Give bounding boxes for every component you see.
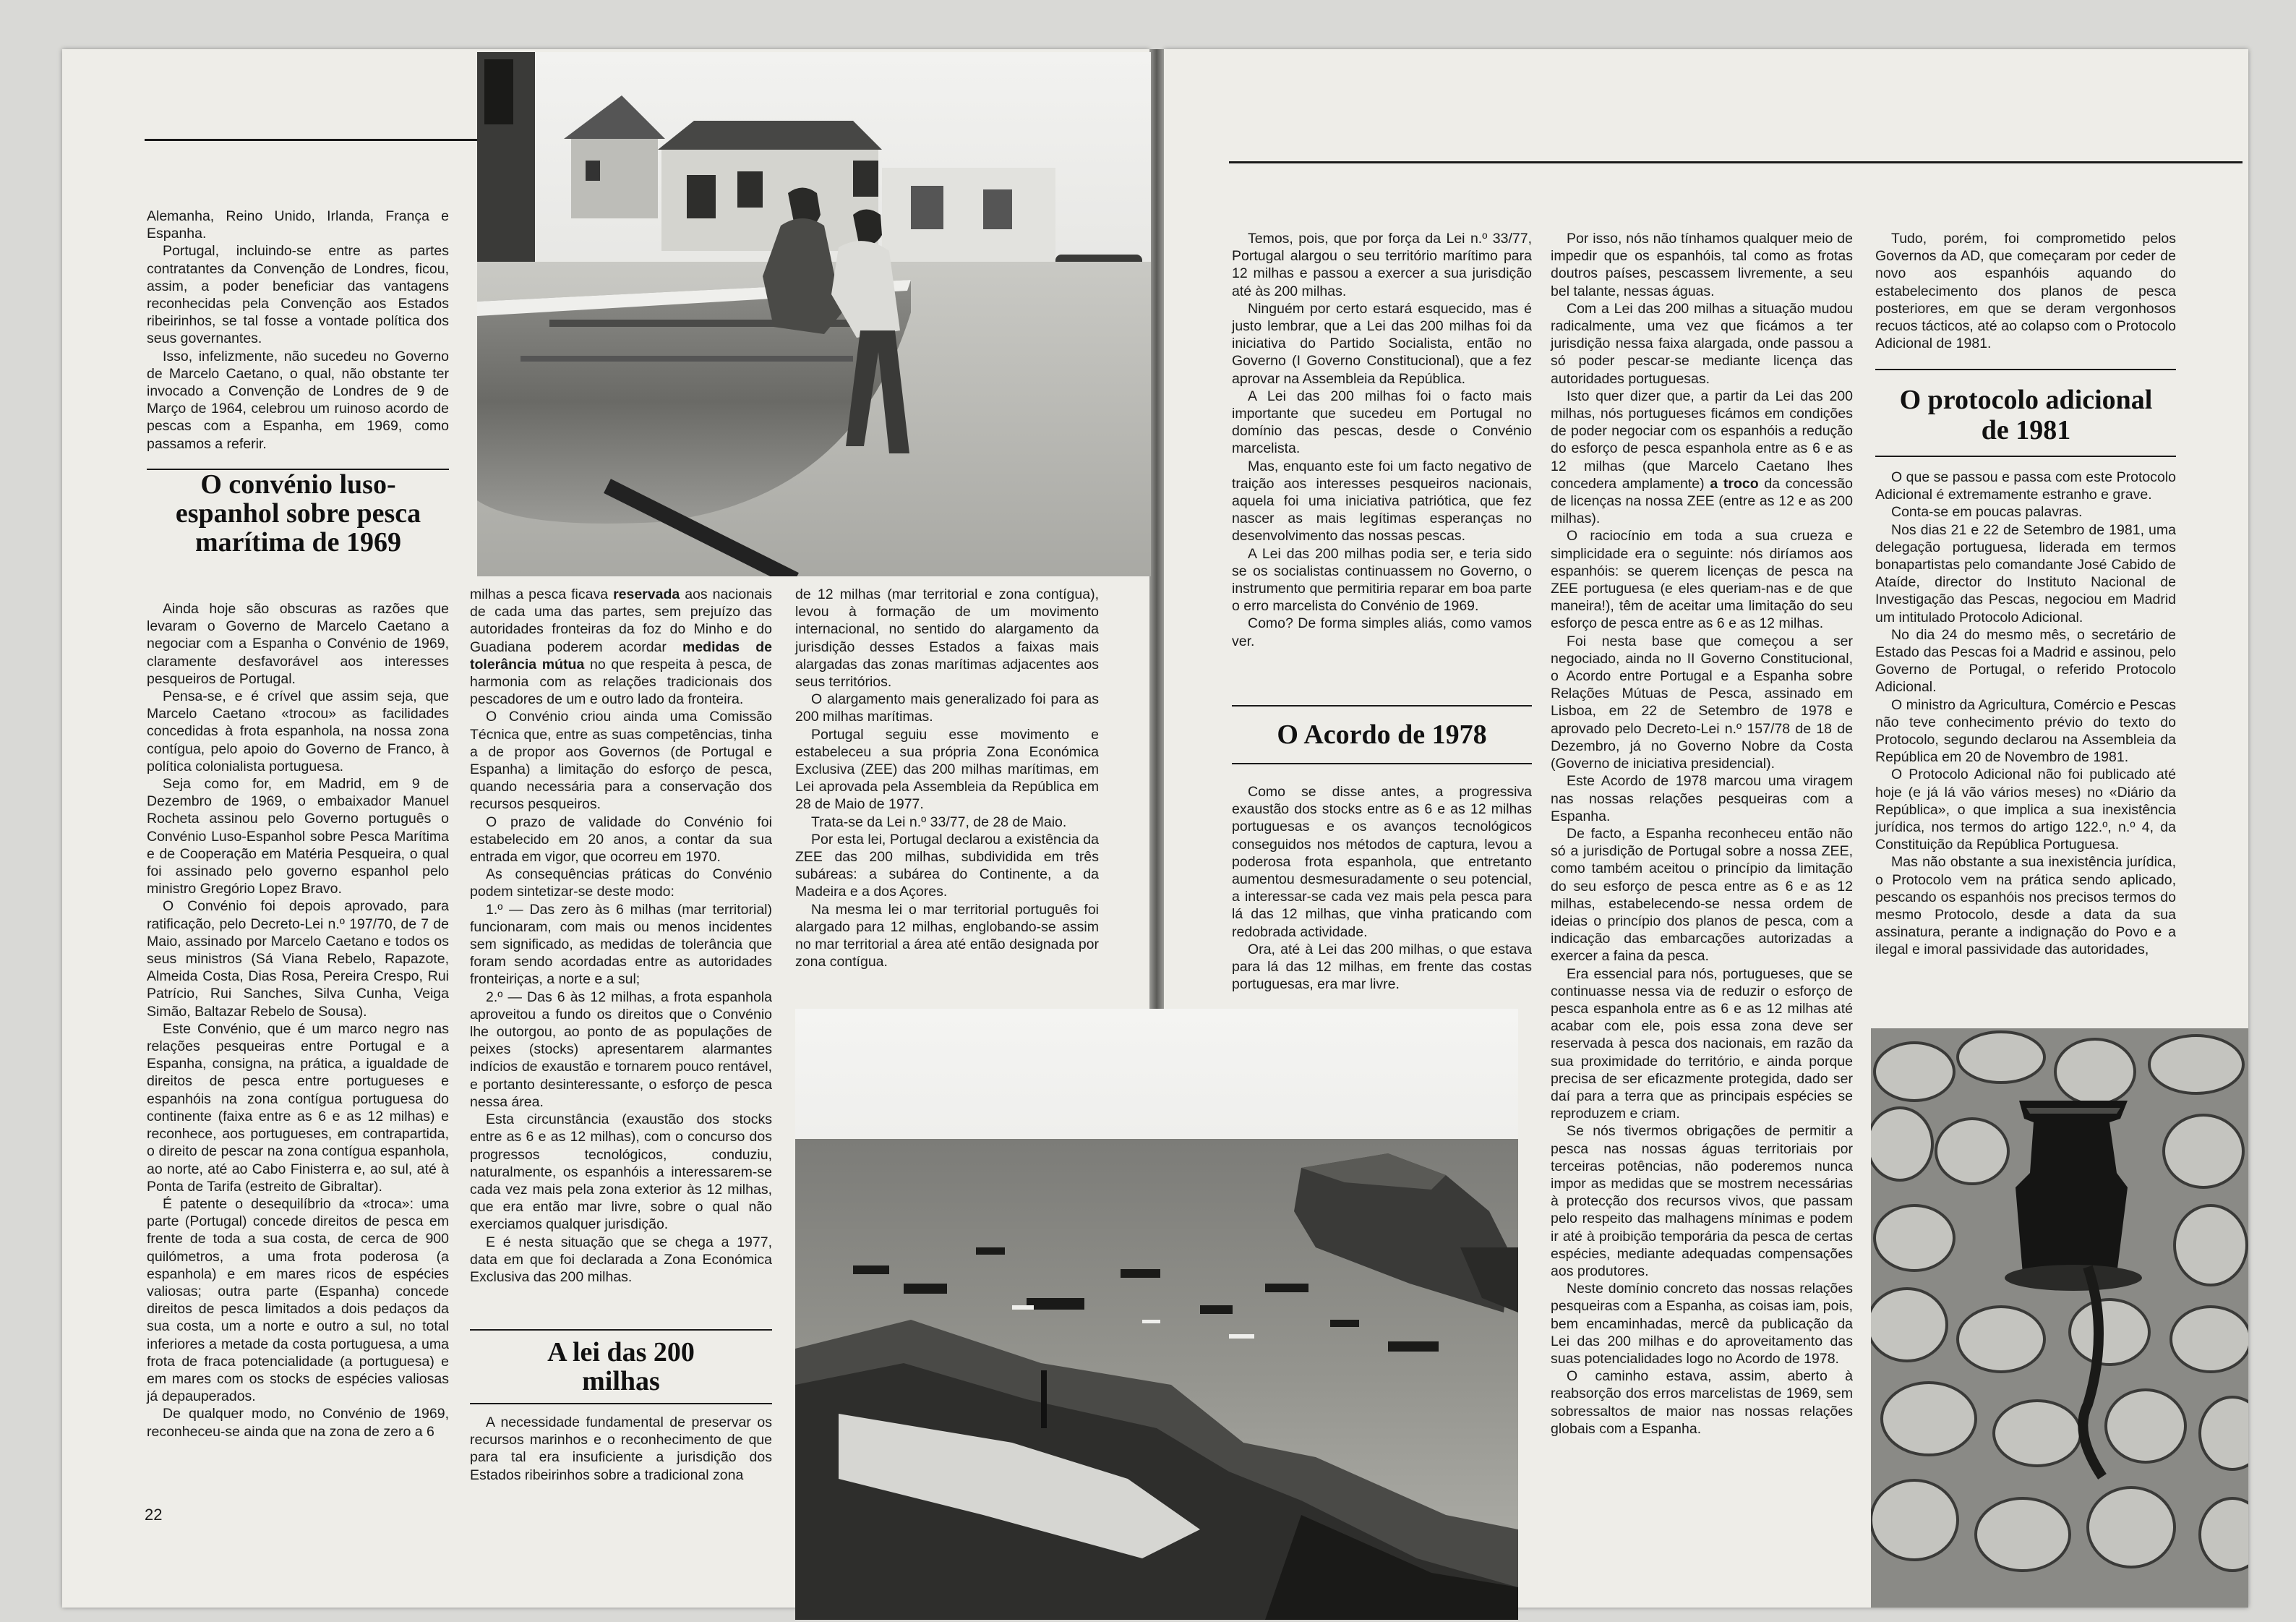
column-6: [1875, 230, 2176, 352]
col4-para-3: A Lei das 200 milhas foi o facto mais importante que sucedeu em Portugal no domínio das pescas, desde o Convénio marcelista.: [1232, 388, 1532, 457]
bold-a-troco: a troco: [1710, 475, 1759, 492]
col5-para-1: Por isso, nós não tínhamos qualquer meio de impedir que os espanhóis, tal como as frotas doutros países, pescassem livremente, a seu bel talante, nessas águas.: [1551, 231, 1853, 299]
col1-para-5: Pensa-se, e é crível que assim seja, que Marcelo Caetano «trocou» as facilidades concedidas à frota espanhola, na nossa zona contígua, pelo apoio do Governo de Franco, à política colonialista portuguesa.: [147, 688, 449, 774]
heading-convenio-1969: O convénio luso-espanhol sobre pesca marítima de 1969: [175, 469, 421, 558]
top-rule-left: [145, 139, 477, 141]
col3-para-4: Trata-se da Lei n.º 33/77, de 28 de Maio.: [811, 814, 1067, 830]
col3-para-3: Portugal seguiu esse movimento e estabeleceu a sua própria Zona Económica Exclusiva (ZEE) das 200 milhas marítimas, em Lei aprovada pela Assembleia da República em 28 de Maio de 1977.: [795, 726, 1099, 813]
col4-para-6: Como? De forma simples aliás, como vamos ver.: [1232, 615, 1532, 649]
column-4-continued: [1232, 783, 1532, 993]
photo-fishermen-boat: [477, 52, 1151, 576]
col5-para-9: Se nós tivermos obrigações de permitir a pesca nas nossas águas territoriais por terceiras potências, não poderemos nunca impor as medidas que se mostrem necessárias à protecção dos recursos vivos, que passam pelo respeito das malhagens mínimas e podem ir até à proibição temporária da pesca de certas espécies, mediante adequadas compensações aos produtores.: [1551, 1123, 1853, 1279]
col2-para-1-c: no que respeita à pesca, de harmonia com as relações tradicionais dos pescadores de um e outro lado da fronteira.: [470, 656, 772, 708]
column-1-continued: [147, 600, 449, 1440]
col6-para-1: Tudo, porém, foi comprometido pelos Governos da AD, que começaram por ceder de novo aos espanhóis aquando do estabelecimento dos planos de pesca posteriores, em que se deram vergonhosos recuos tácticos, até ao colapso com o Protocolo Adicional de 1981.: [1875, 231, 2176, 352]
col5-para-11: O caminho estava, assim, aberto à reabsorção dos erros marcelistas de 1969, sem sobressaltos de maior nas nossas relações globais com a Espanha.: [1551, 1368, 1853, 1437]
heading-rule-lei-bottom: [470, 1403, 772, 1404]
col6-para-8: Mas não obstante a sua inexistência jurídica, o Protocolo vem na prática sendo aplicado, pescando os espanhóis nos precisos termos do mesmo Protocolo, desde a data da sua assinatura, perante a indignação do Povo e a ilegal e imoral passividade das autoridades,: [1875, 854, 2176, 958]
col6-para-7: O Protocolo Adicional não foi publicado até hoje (e já lá vão vários meses) no «Diário da República», o que implica a sua inexistência jurídica, nos termos do artigo 122.º, n.º 4, da Constituição da República Portuguesa.: [1875, 767, 2176, 853]
col5-para-3-b: da concessão de licenças na nossa ZEE (entre as 12 e as 200 milhas).: [1551, 475, 1853, 527]
column-2: [470, 586, 772, 1286]
col2-para-9: A necessidade fundamental de preservar os recursos marinhos e o reconhecimento de que para tal era insuficiente a jurisdição dos Estados ribeirinhos sobre a tradicional zona: [470, 1414, 772, 1483]
col4-para-5: A Lei das 200 milhas podia ser, e teria sido se os socialistas continuassem no Governo, o instrumento que permitiria reparar em boa parte o erro marcelista do Convénio de 1969.: [1232, 545, 1532, 615]
photo-bollard-stone-wall: [1871, 1028, 2248, 1608]
col1-para-9: É patente o desequilíbrio da «troca»: uma parte (Portugal) concede direitos de pesca em frente de toda a sua costa, de cerca de 900 quilómetros, a uma frota poderosa (a espanhola) e em mares ricos de espécies valiosas; outra parte (Espanha) concede direitos de pesca limitados a dois pedaços da sua costa, um a norte e outro a sul, no total inferiores a metade da costa portuguesa, a uma frota de fraca potencialidade (a portuguesa) e em mares com os stocks de espécies valiosas já depauperados.: [147, 1195, 449, 1405]
col4-para-1: Temos, pois, que por força da Lei n.º 33/77, Portugal alargou o seu território marítimo para 12 milhas e passou a exercer a sua jurisdição até às 200 milhas.: [1232, 231, 1532, 299]
heading-rule-protocolo-bottom: [1875, 456, 2176, 457]
heading-lei-200-milhas: A lei das 200 milhas: [547, 1337, 695, 1396]
col2-para-8: E é nesta situação que se chega a 1977, data em que foi declarada a Zona Económica Exclusiva das 200 milhas.: [470, 1234, 772, 1285]
col6-para-4: Nos dias 21 e 22 de Setembro de 1981, uma delegação portuguesa, liderada em termos bonapartistas pelo comandante José Cabido de Ataíde, director do Instituto Nacional de Investigação das Pescas, negociou em Madrid um intitulado Protocolo Adicional.: [1875, 521, 2176, 626]
heading-protocolo-1981: O protocolo adicional de 1981: [1899, 385, 2153, 445]
col6-para-2: O que se passou e passa com este Protocolo Adicional é extremamente estranho e grave.: [1875, 469, 2176, 503]
col3-para-5: Por esta lei, Portugal declarou a existência da ZEE das 200 milhas, subdividida em três subáreas: a subárea do Continente, a da Madeira e a dos Açores.: [795, 831, 1099, 900]
col2-para-1: [470, 586, 772, 708]
col1-para-4: Ainda hoje são obscuras as razões que levaram o Governo de Marcelo Caetano a negociar com a Espanha o Convénio de 1969, claramente desfavorável aos interesses pesqueiros de Portugal.: [147, 601, 449, 687]
column-1: [147, 208, 449, 453]
col2-para-5: 1.º — Das zero às 6 milhas (mar territorial) funcionaram, com mais ou menos incidentes sem significado, as medidas de tolerância que foram sendo acordadas entre as autoridades fronteiriças, a norte e a sul;: [470, 901, 772, 988]
col2-para-4: As consequências práticas do Convénio podem sintetizar-se deste modo:: [470, 866, 772, 900]
bold-medidas: medidas de tolerância mútua: [470, 639, 772, 673]
col1-para-8: Este Convénio, que é um marco negro nas relações pesqueiras entre Portugal e a Espanha, consigna, na prática, a igualdade de direitos de pesca entre portugueses e espanhóis na zona contígua portuguesa do continente (faixa entre as 6 e as 12 milhas) e reconhece, aos portugueses, em contrapartida, o direito de pescar na zona contígua espanhola, ao norte, até ao Cabo Finisterra e, ao sul, até à Ponta de Tarifa (estreito de Gibraltar).: [147, 1020, 449, 1195]
col2-para-7: Esta circunstância (exaustão dos stocks entre as 6 e as 12 milhas), com o concurso dos progressos tecnológicos, conduziu, naturalmente, os espanhóis a interessarem-se cada vez mais pela zona exterior às 12 milhas, que era então mar livre, sobre o qual não exerciamos qualquer jurisdição.: [470, 1111, 772, 1233]
col6-para-3: Conta-se em poucas palavras.: [1891, 504, 2083, 521]
col3-para-6: Na mesma lei o mar territorial português foi alargado para 12 milhas, englobando-se assim no mar territorial a área até então designada por zona contígua.: [795, 901, 1099, 970]
col2-para-1-b: aos nacionais de cada uma das partes, sem prejuízo das autoridades fronteiras da foz do Minho e do Guadiana poderem acordar: [470, 586, 773, 655]
page-number: 22: [145, 1506, 163, 1524]
heading-rule-lei: [470, 1329, 772, 1331]
photo-harbour-coast: [795, 1009, 1518, 1620]
column-6-continued: [1875, 469, 2176, 959]
col5-para-4: O raciocínio em toda a sua crueza e simplicidade era o seguinte: nós diríamos aos espanhóis: se querem licenças de pesca na ZEE portuguesa (e eles queriam-nas e de que maneira!), têm de aceitar uma limitação do seu esforço de pesca entre as 6 e as 12 milhas.: [1551, 528, 1853, 632]
col1-para-3: Isso, infelizmente, não sucedeu no Governo de Marcelo Caetano, o qual, não obstante ter invocado a Convenção de Londres de 9 de Março de 1964, celebrou um ruinoso acordo de pescas com a Espanha, em 1969, como passamos a referir.: [147, 348, 449, 452]
col5-para-2: Com a Lei das 200 milhas a situação mudou radicalmente, uma vez que ficámos a ter jurisdição nessa faixa alargada, onde passou a só poder pescar-se mediante licença das autoridades portuguesas.: [1551, 300, 1853, 387]
col1-para-2: Portugal, incluindo-se entre as partes contratantes da Convenção de Londres, ficou, assim, a poder beneficiar das vantagens reconhecidas pela Convenção aos Estados ribeirinhos, se tal fosse a vontade política dos seus governantes.: [147, 243, 449, 347]
bold-reservada: reservada: [613, 586, 680, 602]
col3-para-2: O alargamento mais generalizado foi para as 200 milhas marítimas.: [795, 691, 1099, 725]
column-2-continued: [470, 1414, 772, 1484]
col2-para-6: 2.º — Das 6 às 12 milhas, a frota espanhola aproveitou a fundo os direitos que o Convénio lhe outorgou, ao ponto de as populações de peixes (stocks) apresentarem alarmantes indícios de exaustão e tornarem pouco rentável, e portanto desinteressante, o esforço de pesca nessa área.: [470, 989, 772, 1110]
col4-para-2: Ninguém por certo estará esquecido, mas é justo lembrar, que a Lei das 200 milhas foi da iniciativa do Partido Socialista, então no Governo (I Governo Constitucional), que a fez aprovar na Assembleia da República.: [1232, 300, 1532, 387]
column-5: [1551, 230, 1853, 1438]
col5-para-8: Era essencial para nós, portugueses, que se continuasse nessa via de reduzir o esforço de pesca espanhola entre as 6 e as 12 milhas até acabar com ele, pois essa zona deve ser reservada à pesca dos nacionais, em razão da sua proximidade do território, e ainda porque precisa de ser eficazmente protegida, dado ser daí para a terra que as principais espécies se reproduzem e criam.: [1551, 965, 1853, 1122]
col5-para-3-a: Isto quer dizer que, a partir da Lei das 200 milhas, nós portugueses ficámos em condições de poder negociar com os espanhóis a redução do esforço de pesca espanhola entre as 6 e as 12 milhas (que Marcelo Caetano lhes concedera amplamente): [1551, 388, 1853, 492]
col2-para-3: O prazo de validade do Convénio foi estabelecido em 20 anos, a contar da sua entrada em vigor, que ocorreu em 1970.: [470, 814, 772, 866]
col1-para-7: O Convénio foi depois aprovado, para ratificação, pelo Decreto-Lei n.º 197/70, de 7 de Maio, assinado por Marcelo Caetano e todos os seus ministros (Sá Viana Rebelo, Rapazote, Almeida Costa, Dias Rosa, Pereira Crespo, Rui Patrício, Rui Sanches, Silva Cunha, Veiga Simão, Baltazar Rebelo de Sousa).: [147, 898, 449, 1020]
heading-rule-acordo-bottom: [1232, 763, 1532, 764]
heading-acordo-1978: O Acordo de 1978: [1277, 720, 1487, 750]
col5-para-7: De facto, a Espanha reconheceu então não só a jurisdição de Portugal sobre a nossa ZEE, como também aceitou o princípio da limitação do seu esforço de pesca entre as 6 e as 12 milhas, estabelecendo-se nessa ordem de ideias o princípio dos planos de pesca, com a indicação das embarcações autorizadas a exercer a faina da pesca.: [1551, 825, 1853, 965]
col1-para-10: De qualquer modo, no Convénio de 1969, reconheceu-se ainda que na zona de zero a 6: [147, 1406, 449, 1440]
col2-para-2: O Convénio criou ainda uma Comissão Técnica que, entre as suas competências, tinha a de propor aos Governos (de Portugal e Espanha) a limitação do esforço de pesca, quando necessária para a conservação dos recursos pesqueiros.: [470, 709, 772, 813]
column-4: [1232, 230, 1532, 650]
col4-para-8: Ora, até à Lei das 200 milhas, o que estava para lá das 12 milhas, em frente das costas portuguesas, era mar livre.: [1232, 941, 1532, 993]
col5-para-3: [1551, 388, 1853, 528]
heading-rule-acordo: [1232, 705, 1532, 707]
col4-para-7: Como se disse antes, a progressiva exaustão dos stocks entre as 6 e as 12 milhas portuguesas e os avanços tecnológicos conseguidos nos métodos de captura, levou a poderosa frota espanhola, que entretanto aumentou desmesuradamente o seu potencial, a interessar-se cada vez mais pela pesca para lá das 12 milhas, que vinha praticando com redobrada actividade.: [1232, 784, 1532, 940]
col6-para-5: No dia 24 do mesmo mês, o secretário de Estado das Pescas foi a Madrid e assinou, pelo Governo de Portugal, o referido Protocolo Adicional.: [1875, 626, 2176, 696]
col1-para-6: Seja como for, em Madrid, em 9 de Dezembro de 1969, o embaixador Manuel Rocheta assinou pelo Governo português o Convénio Luso-Espanhol sobre Pesca Marítima e de Cooperação em Matéria Pesqueira, o qual foi assinado pelo governo espanhol pelo ministro Gregório Lopez Bravo.: [147, 776, 449, 897]
col5-para-10: Neste domínio concreto das nossas relações pesqueiras com a Espanha, as coisas iam, pois, bem encaminhadas, mercê da publicação da Lei das 200 milhas e do aproveitamento das suas potencialidades logo no Acordo de 1978.: [1551, 1281, 1853, 1367]
column-3: [795, 586, 1099, 970]
col5-para-6: Este Acordo de 1978 marcou uma viragem nas nossas relações pesqueiras com a Espanha.: [1551, 773, 1853, 824]
col2-para-1-a: milhas a pesca ficava: [470, 586, 614, 602]
col5-para-5: Foi nesta base que começou a ser negociado, ainda no II Governo Constitucional, o Acordo entre Portugal e a Espanha sobre Relações Mútuas de Pesca, assinado em Lisboa, em 22 de Setembro de 1978 e aprovado pelo Decreto-Lei n.º 157/78 de 18 de Dezembro, já no Governo Nobre da Costa (Governo de iniciativa presidencial).: [1551, 633, 1853, 772]
top-rule-right: [1229, 161, 2243, 163]
col6-para-6: O ministro da Agricultura, Comércio e Pescas não teve conhecimento prévio do texto do Protocolo, segundo declarou na Assembleia da República em 20 de Novembro de 1981.: [1875, 696, 2176, 766]
col1-para-1: Alemanha, Reino Unido, Irlanda, França e Espanha.: [147, 208, 449, 242]
heading-rule-protocolo: [1875, 369, 2176, 370]
col4-para-4: Mas, enquanto este foi um facto negativo de traição aos interesses pesqueiros nacionais, aquela foi uma iniciativa patriótica, que fez nascer as mais legítimas esperanças no desenvolvimento das nossas pescas.: [1232, 458, 1532, 545]
col3-para-1: de 12 milhas (mar territorial e zona contígua), levou à formação de um movimento internacional, no sentido do alargamento da jurisdição desses Estados a faixas mais alargadas das zonas marítimas adjacentes aos seus territórios.: [795, 586, 1099, 691]
